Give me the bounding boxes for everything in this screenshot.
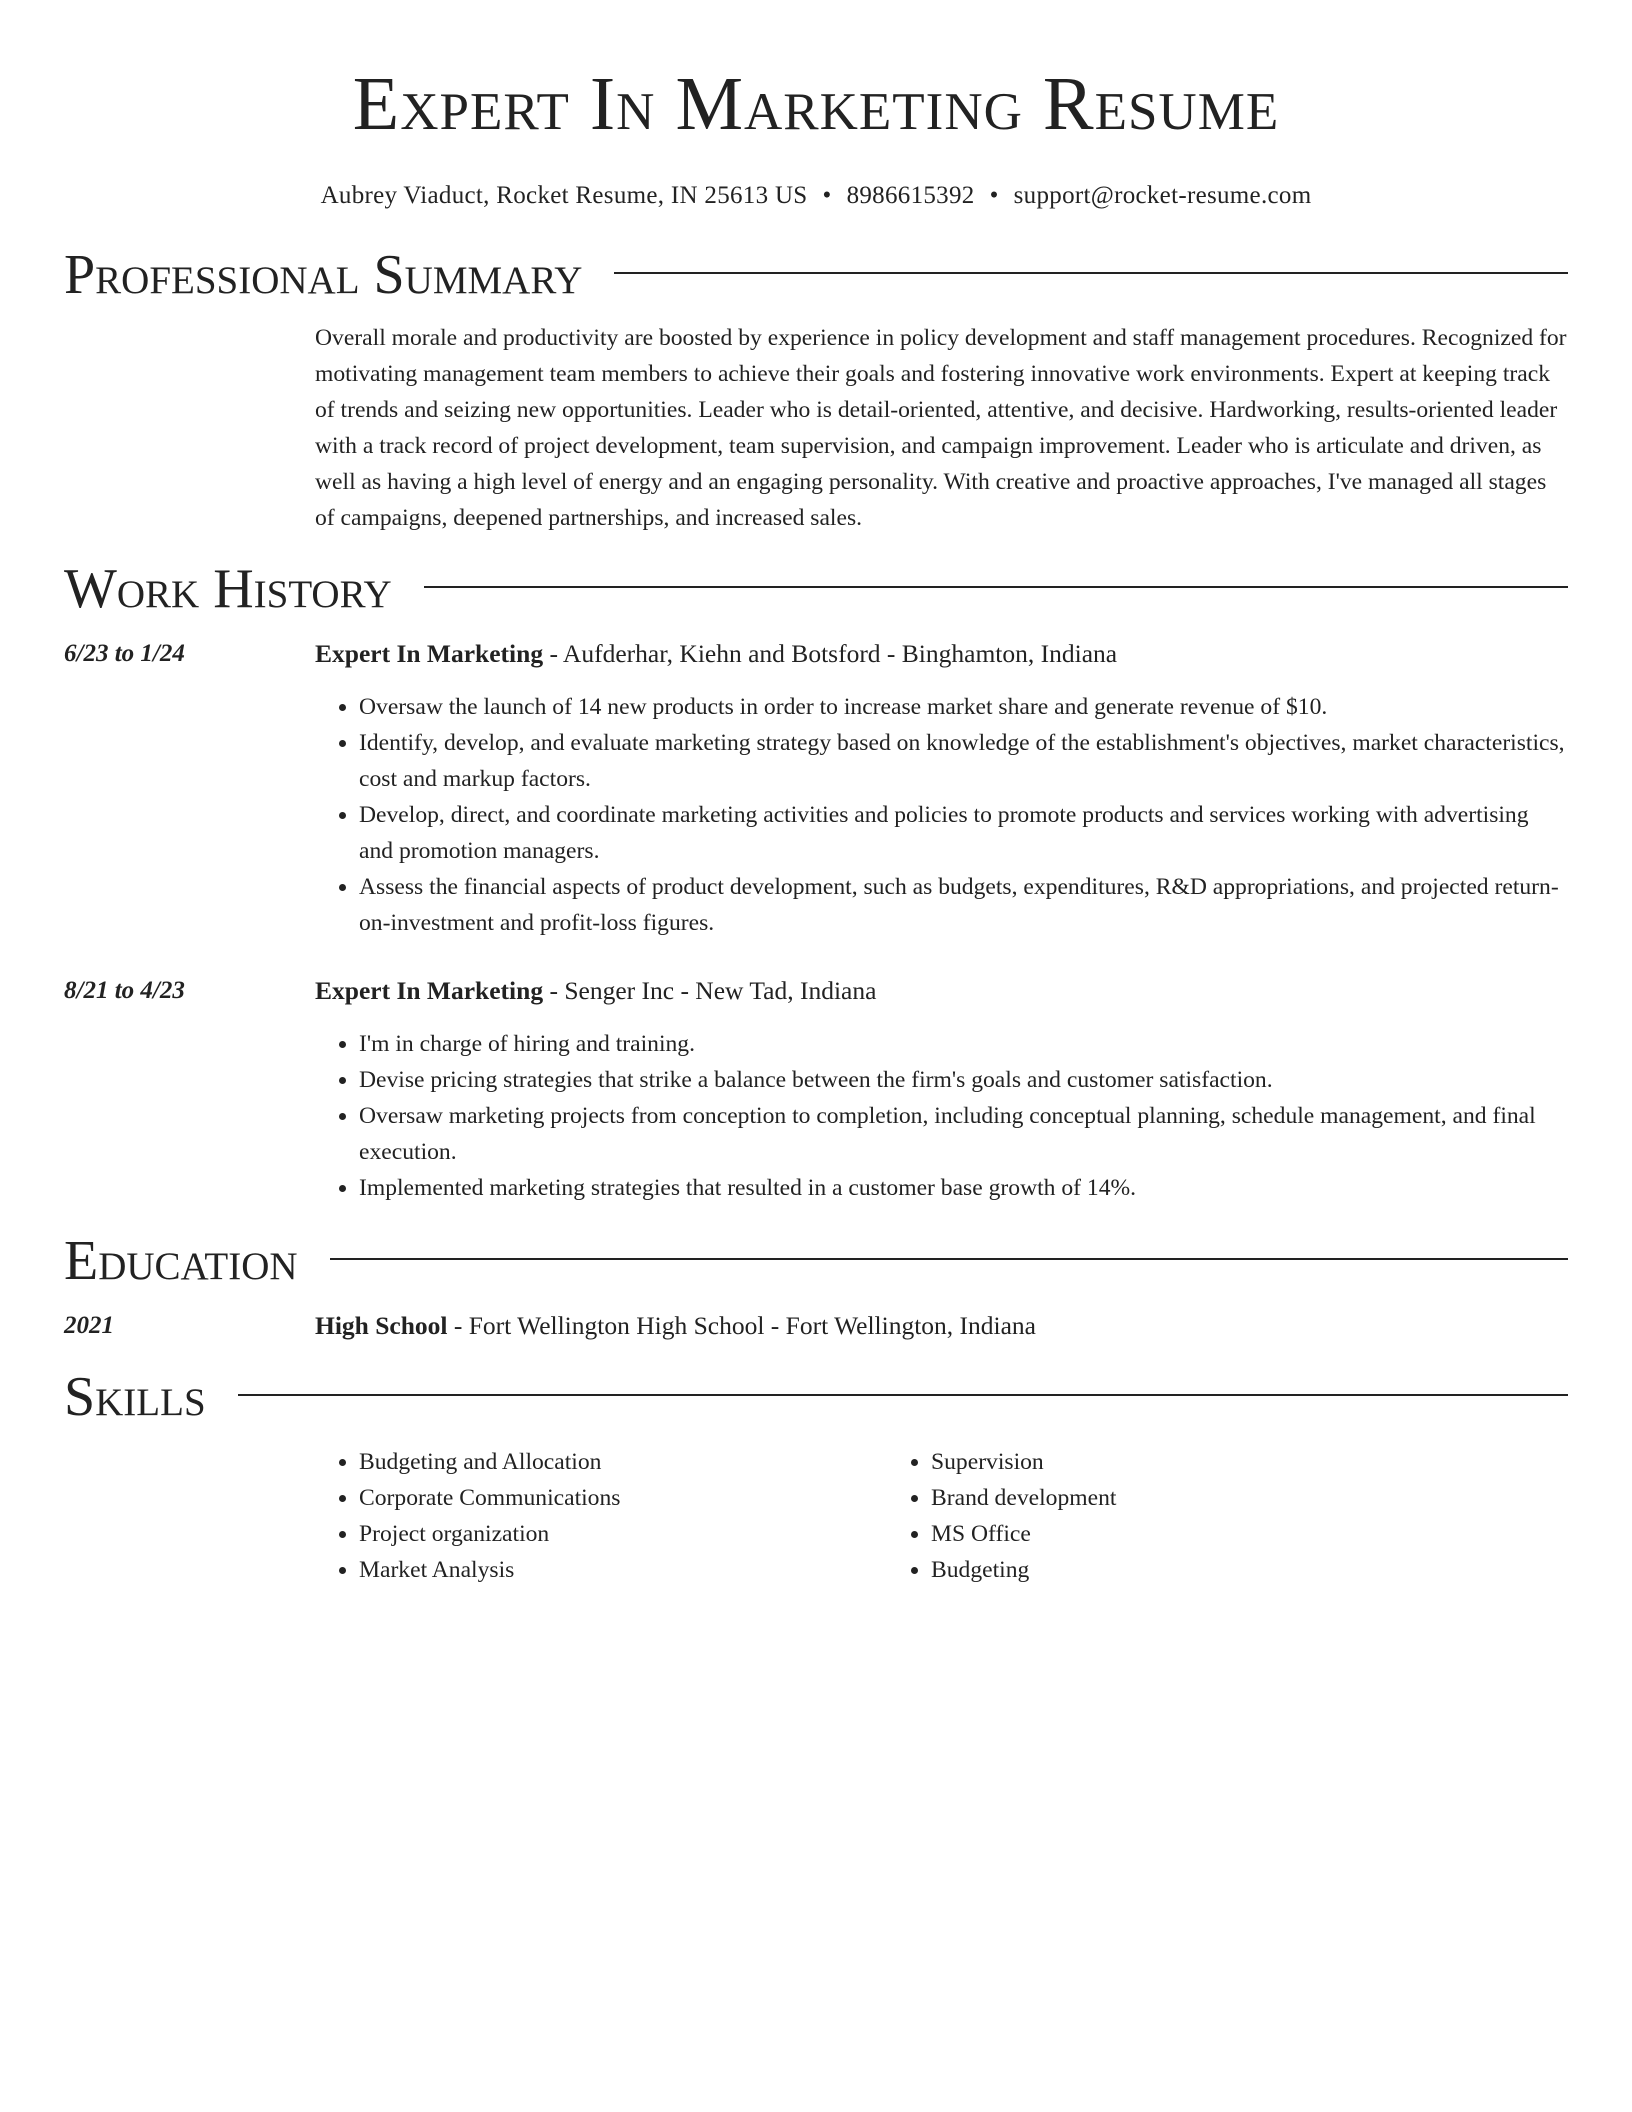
skills-list <box>315 1444 1568 1588</box>
skill-item: • Budgeting <box>931 1552 1459 1588</box>
skills-heading: Skills <box>64 1366 206 1428</box>
skill-item: • Brand development <box>931 1480 1459 1516</box>
education-section-header <box>64 1228 1568 1294</box>
list-item: • Identify, develop, and evaluate marketing strategy based on knowledge of the establishment's objectives, market characteristics, cost and markup factors. <box>359 725 1568 797</box>
job-dates: 8/21 to 4/23 <box>64 977 185 1004</box>
job-bullets <box>315 1026 1568 1206</box>
skills-column <box>887 1444 1459 1588</box>
contact-separator: • <box>989 182 999 209</box>
contact-line <box>64 180 1568 212</box>
list-item: • Devise pricing strategies that strike a balance between the firm's goals and customer satisfaction. <box>359 1062 1568 1098</box>
education-details: - Fort Wellington High School - Fort Wellington, Indiana <box>447 1311 1036 1340</box>
summary-section-header <box>64 242 1568 308</box>
job-dates: 6/23 to 1/24 <box>64 640 185 667</box>
job-body <box>315 973 1568 1206</box>
education-heading: Education <box>64 1230 298 1292</box>
job-role: Expert In Marketing <box>315 976 544 1005</box>
skills-column <box>315 1444 887 1588</box>
contact-address: Aubrey Viaduct, Rocket Resume, IN 25613 US <box>320 182 808 209</box>
job-body <box>315 636 1568 941</box>
education-body <box>315 1308 1568 1344</box>
section-divider <box>238 1394 1568 1396</box>
skill-item: • Corporate Communications <box>359 1480 887 1516</box>
skill-item: • Budgeting and Allocation <box>359 1444 887 1480</box>
skill-item: • Project organization <box>359 1516 887 1552</box>
contact-email: support@rocket-resume.com <box>1013 182 1312 209</box>
job-header <box>315 973 1568 1009</box>
work-section-header <box>64 556 1568 622</box>
job-details: - Aufderhar, Kiehn and Botsford - Binghamton, Indiana <box>543 639 1118 668</box>
job-bullets <box>315 689 1568 941</box>
skill-item: • MS Office <box>931 1516 1459 1552</box>
list-item: • Implemented marketing strategies that resulted in a customer base growth of 14%. <box>359 1170 1568 1206</box>
job-role: Expert In Marketing <box>315 639 544 668</box>
summary-heading: Professional Summary <box>64 244 583 306</box>
job-details: - Senger Inc - New Tad, Indiana <box>543 976 877 1005</box>
list-item: • Oversaw the launch of 14 new products in order to increase market share and generate revenue of $10. <box>359 689 1568 725</box>
list-item: • Oversaw marketing projects from conception to completion, including conceptual planning, schedule management, and final execution. <box>359 1098 1568 1170</box>
section-divider <box>614 272 1568 274</box>
education-year: 2021 <box>64 1312 114 1339</box>
section-divider <box>424 586 1568 588</box>
contact-separator: • <box>822 182 832 209</box>
job-entry <box>64 636 1568 941</box>
section-divider <box>330 1258 1568 1260</box>
education-degree: High School <box>315 1311 448 1340</box>
skill-item: • Supervision <box>931 1444 1459 1480</box>
job-header <box>315 636 1568 672</box>
summary-text: Overall morale and productivity are boosted by experience in policy development and staff management procedures. Recognized for motivating management team members to achieve their goals and fostering innovative work environments. Expert at keeping track of trends and seizing new opportunities. Leader who is detail-oriented, attentive, and decisive. Hardworking, results-oriented leader with a track record of project development, team supervision, and campaign improvement. Leader who is articulate and driven, as well as having a high level of energy and an engaging personality. With creative and proactive approaches, I've managed all stages of campaigns, deepened partnerships, and increased sales. <box>315 325 1567 531</box>
list-item: • Assess the financial aspects of product development, such as budgets, expenditures, R&D appropriations, and projected return-on-investment and profit-loss figures. <box>359 869 1568 941</box>
education-entry <box>64 1308 1568 1344</box>
list-item: • I'm in charge of hiring and training. <box>359 1026 1568 1062</box>
resume-title: Expert In Marketing Resume <box>352 62 1280 146</box>
skills-section-header <box>64 1364 1568 1430</box>
job-entry <box>64 973 1568 1206</box>
skill-item: • Market Analysis <box>359 1552 887 1588</box>
education-header <box>315 1308 1568 1344</box>
list-item: • Develop, direct, and coordinate marketing activities and policies to promote products and services working with advertising and promotion managers. <box>359 797 1568 869</box>
contact-phone: 8986615392 <box>846 182 975 209</box>
work-heading: Work History <box>64 558 392 620</box>
